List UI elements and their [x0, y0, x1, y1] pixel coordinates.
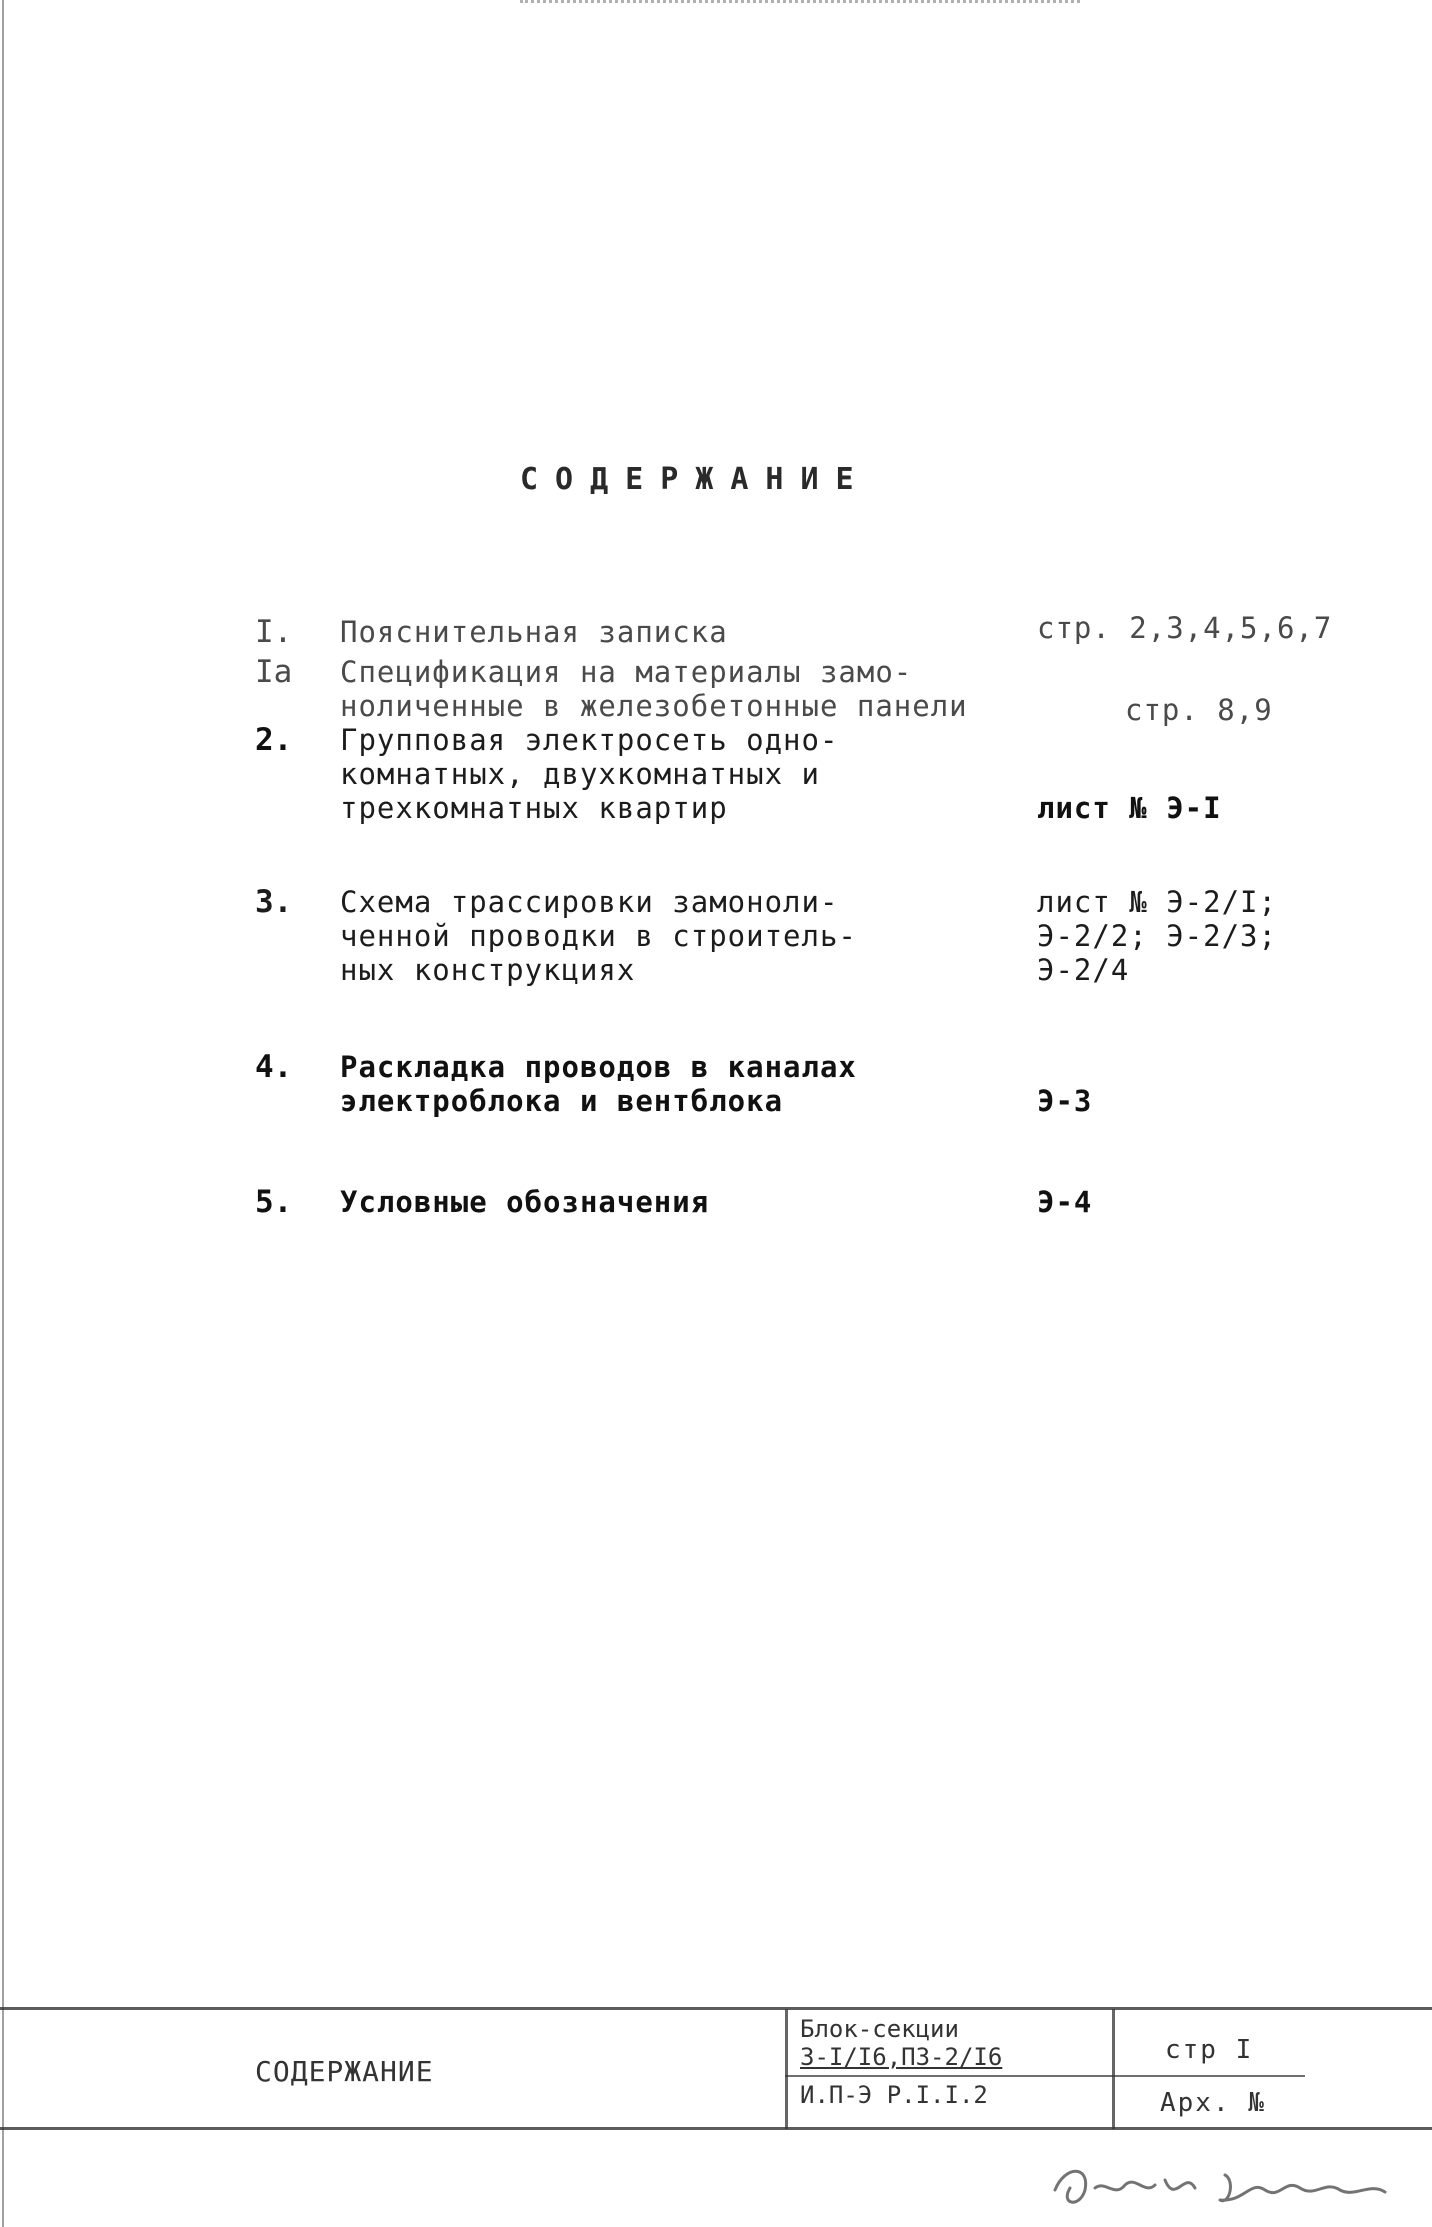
- toc-text-line: Пояснительная записка: [340, 615, 728, 649]
- toc-reference: [1037, 885, 1397, 987]
- toc-text: [340, 1050, 940, 1118]
- title-block-archive-number: Арх. №: [1160, 2088, 1266, 2118]
- toc-number: 4.: [255, 1049, 293, 1085]
- toc-reference-line: Э-2/4: [1037, 953, 1130, 987]
- toc-text: [340, 655, 968, 723]
- toc-text: [340, 615, 940, 649]
- series-line: Блок-секции: [800, 2015, 959, 2043]
- title-block-divider: [1112, 2009, 1115, 2129]
- toc-reference-line: лист № Э-2/I;: [1037, 885, 1277, 919]
- toc-text-line: Условные обозначения: [340, 1185, 710, 1219]
- toc-reference: [1037, 791, 1397, 825]
- toc-number: 2.: [255, 722, 293, 758]
- toc-number: 5.: [255, 1184, 293, 1220]
- toc-reference: [1125, 693, 1432, 727]
- title-block: [0, 2005, 1432, 2227]
- toc-text-line: комнатных, двухкомнатных и: [340, 757, 820, 791]
- toc-reference-line: стр. 8,9: [1125, 693, 1273, 727]
- title-block-divider: [785, 2009, 788, 2129]
- toc-reference-line: Э-2/2; Э-2/3;: [1037, 919, 1277, 953]
- title-block-page-number: стр I: [1165, 2035, 1254, 2065]
- scan-edge: [2, 0, 4, 2227]
- toc-text-line: ных конструкциях: [340, 953, 636, 987]
- toc-text: [340, 723, 940, 825]
- title-block-top-rule: [0, 2007, 1432, 2010]
- toc-text-line: Спецификация на материалы замо-: [340, 655, 913, 689]
- handwritten-signature: [1035, 2150, 1415, 2220]
- toc-text-line: трехкомнатных квартир: [340, 791, 728, 825]
- toc-reference-line: стр. 2,3,4,5,6,7: [1037, 611, 1333, 645]
- toc-text-line: ченной проводки в строитель-: [340, 919, 857, 953]
- title-block-label: СОДЕРЖАНИЕ: [255, 2055, 434, 2088]
- toc-text-line: электроблока и вентблока: [340, 1084, 784, 1118]
- toc-reference: [1037, 1185, 1397, 1219]
- page-title: СОДЕРЖАНИЕ: [520, 462, 871, 497]
- toc-text: [340, 885, 940, 987]
- toc-reference: [1037, 611, 1397, 645]
- toc-text-line: Схема трассировки замоноли-: [340, 885, 839, 919]
- toc-text-line: ноличенные в железобетонные панели: [340, 689, 968, 723]
- series-line: И.П-Э Р.I.I.2: [800, 2081, 988, 2109]
- series-line: 3-I/I6,ПЗ-2/I6: [800, 2043, 1003, 2071]
- toc-reference-line: Э-4: [1037, 1185, 1093, 1219]
- toc-reference: [1037, 1084, 1397, 1118]
- toc-reference-line: лист № Э-I: [1037, 791, 1222, 825]
- toc-number: I.: [255, 614, 293, 650]
- toc-text: [340, 1185, 940, 1219]
- toc-number: 3.: [255, 884, 293, 920]
- scan-top-marks: [520, 0, 1080, 9]
- toc-reference-line: Э-3: [1037, 1084, 1093, 1118]
- title-block-bottom-rule: [0, 2127, 1432, 2130]
- toc-number: Ia: [255, 654, 293, 690]
- title-block-series: [800, 2015, 1100, 2109]
- toc-text-line: Раскладка проводов в каналах: [340, 1050, 857, 1084]
- toc-text-line: Групповая электросеть одно-: [340, 723, 839, 757]
